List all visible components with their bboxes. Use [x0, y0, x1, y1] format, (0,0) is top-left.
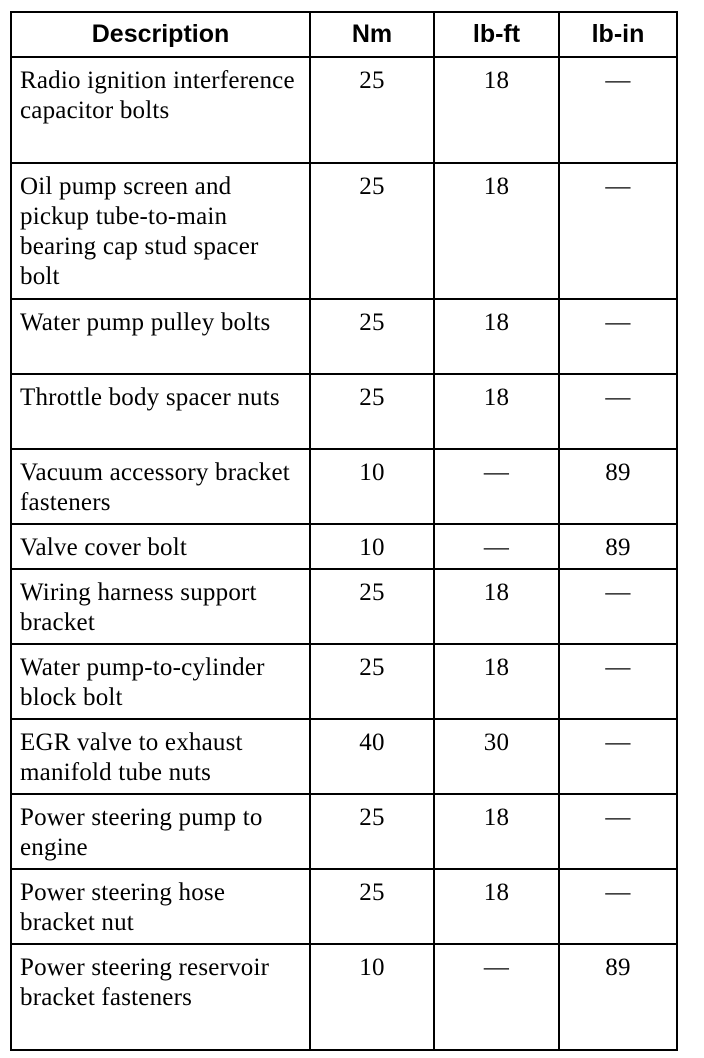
col-header-nm: Nm	[310, 12, 434, 57]
col-header-lbft: lb-ft	[434, 12, 559, 57]
nm-cell: 25	[310, 374, 434, 449]
table-row	[11, 719, 677, 794]
table-row	[11, 944, 677, 1050]
table-row	[11, 163, 677, 299]
table-row	[11, 644, 677, 719]
description-cell: Throttle body spacer nuts	[11, 374, 310, 449]
lbft-cell: —	[434, 944, 559, 1050]
nm-cell: 40	[310, 719, 434, 794]
lbin-cell: —	[559, 57, 677, 163]
lbin-cell: —	[559, 794, 677, 869]
table-row	[11, 524, 677, 569]
table-row	[11, 569, 677, 644]
lbft-cell: 18	[434, 57, 559, 163]
nm-cell: 10	[310, 449, 434, 524]
table-row	[11, 299, 677, 374]
lbin-cell: —	[559, 869, 677, 944]
table-row	[11, 57, 677, 163]
lbin-cell: 89	[559, 524, 677, 569]
lbin-cell: 89	[559, 944, 677, 1050]
nm-cell: 25	[310, 163, 434, 299]
description-cell: Oil pump screen and pickup tube-to-main bearing cap stud spacer bolt	[11, 163, 310, 299]
lbft-cell: 18	[434, 374, 559, 449]
lbft-cell: 18	[434, 644, 559, 719]
table-row	[11, 374, 677, 449]
table-row	[11, 794, 677, 869]
description-cell: Valve cover bolt	[11, 524, 310, 569]
nm-cell: 10	[310, 524, 434, 569]
torque-spec-table	[10, 11, 678, 1051]
nm-cell: 25	[310, 869, 434, 944]
col-header-lbin: lb-in	[559, 12, 677, 57]
description-cell: Wiring harness support bracket	[11, 569, 310, 644]
description-cell: Radio ignition interference capacitor bolts	[11, 57, 310, 163]
nm-cell: 25	[310, 794, 434, 869]
nm-cell: 25	[310, 299, 434, 374]
table-row	[11, 449, 677, 524]
lbin-cell: —	[559, 374, 677, 449]
table-row	[11, 869, 677, 944]
description-cell: EGR valve to exhaust manifold tube nuts	[11, 719, 310, 794]
lbft-cell: 18	[434, 569, 559, 644]
lbft-cell: 30	[434, 719, 559, 794]
lbft-cell: 18	[434, 163, 559, 299]
description-cell: Vacuum accessory bracket fasteners	[11, 449, 310, 524]
lbin-cell: —	[559, 719, 677, 794]
lbft-cell: —	[434, 449, 559, 524]
lbin-cell: 89	[559, 449, 677, 524]
lbft-cell: 18	[434, 794, 559, 869]
lbft-cell: —	[434, 524, 559, 569]
nm-cell: 10	[310, 944, 434, 1050]
col-header-description: Description	[11, 12, 310, 57]
header-row	[11, 12, 677, 57]
description-cell: Power steering pump to engine	[11, 794, 310, 869]
nm-cell: 25	[310, 644, 434, 719]
description-cell: Water pump-to-cylinder block bolt	[11, 644, 310, 719]
nm-cell: 25	[310, 57, 434, 163]
lbin-cell: —	[559, 644, 677, 719]
nm-cell: 25	[310, 569, 434, 644]
lbin-cell: —	[559, 163, 677, 299]
description-cell: Power steering reservoir bracket fasteners	[11, 944, 310, 1050]
lbin-cell: —	[559, 299, 677, 374]
description-cell: Power steering hose bracket nut	[11, 869, 310, 944]
lbin-cell: —	[559, 569, 677, 644]
lbft-cell: 18	[434, 869, 559, 944]
lbft-cell: 18	[434, 299, 559, 374]
description-cell: Water pump pulley bolts	[11, 299, 310, 374]
